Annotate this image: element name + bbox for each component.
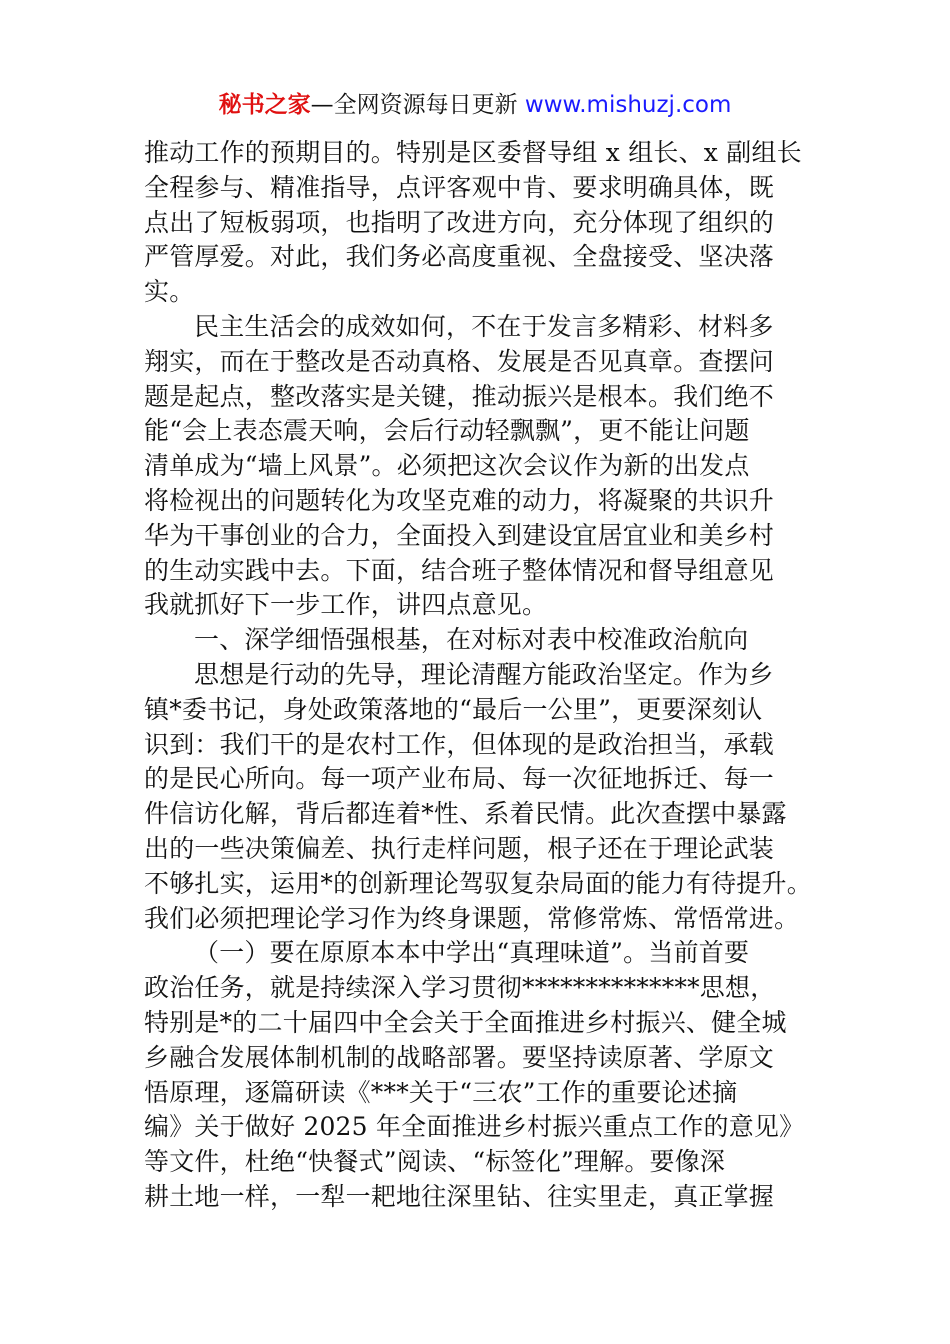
text-line: 我就抓好下一步工作，讲四点意见。: [144, 590, 548, 620]
site-header: [0, 88, 950, 122]
site-url-link[interactable]: www.mishuzj.com: [524, 92, 732, 118]
text-line: 题是起点，整改落实是关键，推动振兴是根本。我们绝不: [144, 381, 775, 411]
text-line: 清单成为“墙上风景”。必须把这次会议作为新的出发点: [144, 451, 750, 481]
text-line: 将检视出的问题转化为攻坚克难的动力，将凝聚的共识升: [144, 485, 775, 515]
text-line: 全程参与、精准指导，点评客观中肯、要求明确具体，既: [144, 172, 775, 202]
text-line: 镇*委书记，身处政策落地的“最后一公里”，更要深刻认: [144, 694, 763, 724]
text-line: 悟原理，逐篇研读《***关于“三农”工作的重要论述摘: [144, 1077, 738, 1107]
text-line: 点出了短板弱项，也指明了改进方向，充分体现了组织的: [144, 207, 775, 237]
text-line: 的是民心所向。每一项产业布局、每一次征地拆迁、每一: [144, 764, 775, 794]
text-line: 严管厚爱。对此，我们务必高度重视、全盘接受、坚决落: [144, 242, 775, 272]
document-body: [144, 136, 812, 1215]
text-line: 件信访化解，背后都连着*性、系着民情。此次查摆中暴露: [144, 799, 787, 829]
text-line: 乡融合发展体制机制的战略部署。要坚持读原著、学原文: [144, 1042, 775, 1072]
text-line: 识到：我们干的是农村工作，但体现的是政治担当，承载: [144, 729, 775, 759]
header-slogan: —全网资源每日更新: [310, 92, 518, 118]
text-line: 耕土地一样，一犁一耙地往深里钻、往实里走，真正掌握: [144, 1181, 775, 1211]
text-line: 不够扎实，运用*的创新理论驾驭复杂局面的能力有待提升。: [144, 868, 812, 898]
text-line: 推动工作的预期目的。特别是区委督导组 x 组长、x 副组长: [144, 138, 802, 167]
text-line: 出的一些决策偏差、执行走样问题，根子还在于理论武装: [144, 833, 775, 863]
paragraph-start-line: 思想是行动的先导，理论清醒方能政治坚定。作为乡: [194, 659, 774, 689]
brand-name: 秘书之家: [218, 92, 311, 118]
paragraph-start-line: 民主生活会的成效如何，不在于发言多精彩、材料多: [194, 311, 774, 341]
text-line: 等文件，杜绝“快餐式”阅读、“标签化”理解。要像深: [144, 1147, 726, 1177]
text-line: 实。: [144, 277, 195, 307]
text-line: 翔实，而在于整改是否动真格、发展是否见真章。查摆问: [144, 346, 775, 376]
text-line: 华为干事创业的合力，全面投入到建设宜居宜业和美乡村: [144, 520, 775, 550]
text-line: 编》关于做好 2025 年全面推进乡村振兴重点工作的意见》: [144, 1112, 805, 1142]
text-line: 政治任务，就是持续深入学习贯彻**************思想，: [144, 973, 776, 1003]
text-line: 特别是*的二十届四中全会关于全面推进乡村振兴、健全城: [144, 1007, 787, 1037]
subsection-heading-line: （一）要在原原本本中学出“真理味道”。当前首要: [194, 938, 750, 968]
section-heading: 一、深学细悟强根基，在对标对表中校准政治航向: [194, 625, 749, 655]
text-line: 能“会上表态震天响，会后行动轻飘飘”，更不能让问题: [144, 416, 750, 446]
text-line: 的生动实践中去。下面，结合班子整体情况和督导组意见: [144, 555, 775, 585]
text-line: 我们必须把理论学习作为终身课题，常修常炼、常悟常进。: [144, 903, 800, 933]
